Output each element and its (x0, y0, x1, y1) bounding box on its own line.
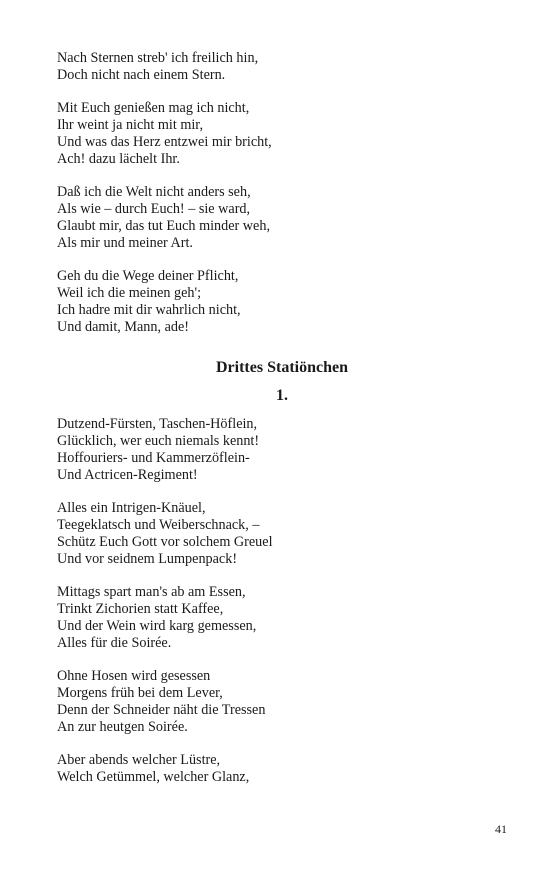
page-number: 41 (495, 822, 507, 836)
poem-after-section (57, 416, 497, 786)
verse-line: An zur heutgen Soirée. (57, 719, 188, 735)
verse-line: Daß ich die Welt nicht anders seh, (57, 184, 251, 200)
verse-line: Ohne Hosen wird gesessen (57, 668, 211, 684)
verse-line: Aber abends welcher Lüstre, (57, 752, 221, 768)
verse-line: Glaubt mir, das tut Euch minder weh, (57, 218, 270, 234)
verse-line: Dutzend-Fürsten, Taschen-Höflein, (57, 416, 258, 432)
stanza (57, 668, 497, 736)
verse-line: Weil ich die meinen geh'; (57, 285, 202, 301)
verse-line: Schütz Euch Gott vor solchem Greuel (57, 534, 273, 550)
stanza (57, 500, 497, 568)
stanza (57, 100, 497, 168)
section-heading: Drittes Statiönchen (216, 359, 348, 376)
verse-line: Ihr weint ja nicht mit mir, (57, 117, 204, 133)
verse-line: Ach! dazu lächelt Ihr. (57, 151, 180, 167)
verse-line: Hoffouriers- und Kammerzöflein- (57, 450, 250, 466)
verse-line: Nach Sternen streb' ich freilich hin, (57, 50, 259, 66)
verse-line: Und vor seidnem Lumpenpack! (57, 551, 238, 567)
verse-line: Welch Getümmel, welcher Glanz, (57, 769, 250, 785)
verse-line: Glücklich, wer euch niemals kennt! (57, 433, 260, 449)
poem-number: 1. (276, 387, 288, 404)
verse-line: Mit Euch genießen mag ich nicht, (57, 100, 250, 116)
verse-line: Und damit, Mann, ade! (57, 319, 189, 335)
verse-line: Als wie – durch Euch! – sie ward, (57, 201, 251, 217)
verse-line: Alles für die Soirée. (57, 635, 172, 651)
poem-before-section (57, 50, 497, 336)
stanza (57, 752, 497, 786)
stanza (57, 184, 497, 252)
verse-line: Und Actricen-Regiment! (57, 467, 198, 483)
verse-line: Und der Wein wird karg gemessen, (57, 618, 257, 634)
verse-line: Denn der Schneider näht die Tressen (57, 702, 266, 718)
stanza (57, 50, 497, 84)
verse-line: Alles ein Intrigen-Knäuel, (57, 500, 206, 516)
verse-line: Als mir und meiner Art. (57, 235, 193, 251)
text-column (57, 50, 497, 802)
stanza (57, 416, 497, 484)
verse-line: Morgens früh bei dem Lever, (57, 685, 223, 701)
verse-line: Trinkt Zichorien statt Kaffee, (57, 601, 224, 617)
verse-line: Ich hadre mit dir wahrlich nicht, (57, 302, 241, 318)
verse-line: Doch nicht nach einem Stern. (57, 67, 226, 83)
verse-line: Geh du die Wege deiner Pflicht, (57, 268, 239, 284)
stanza (57, 584, 497, 652)
verse-line: Mittags spart man's ab am Essen, (57, 584, 246, 600)
stanza (57, 268, 497, 336)
verse-line: Teegeklatsch und Weiberschnack, – (57, 517, 260, 533)
verse-line: Und was das Herz entzwei mir bricht, (57, 134, 272, 150)
